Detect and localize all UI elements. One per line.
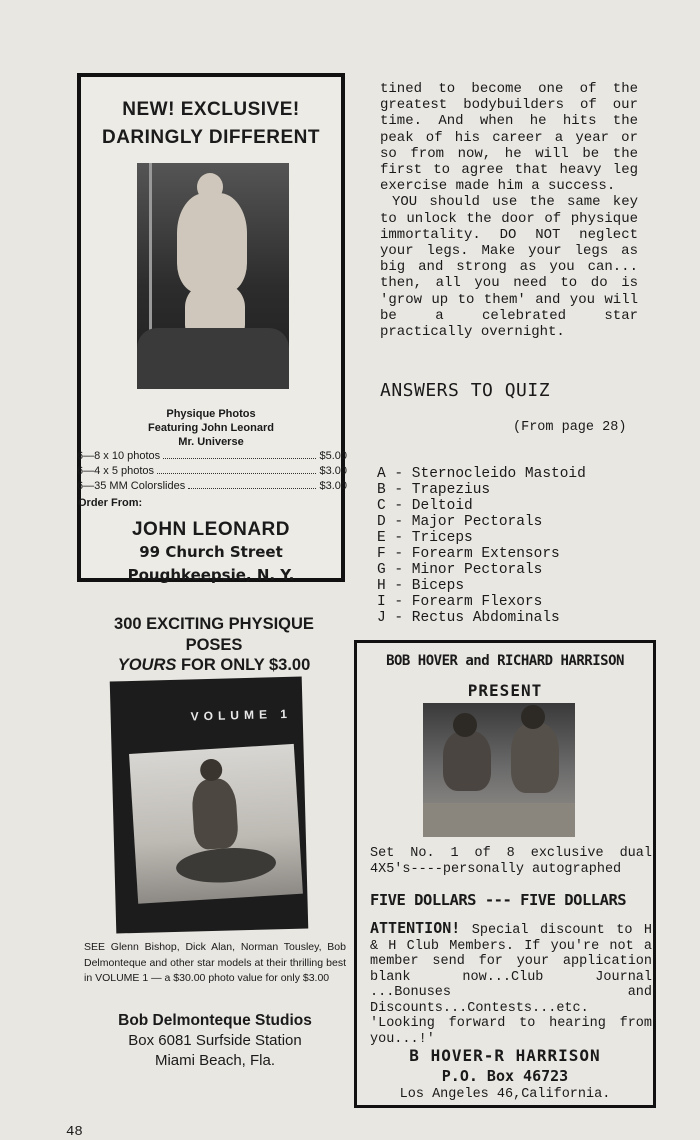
hh-title: BOB HOVER and RICHARD HARRISON <box>386 653 624 669</box>
quiz-answer: B - Trapezius <box>377 482 491 498</box>
price-row: 6—35 MM Colorslides $3.00 <box>77 480 347 492</box>
volume-label: VOLUME 1 <box>190 706 293 724</box>
quiz-source: (From page 28) <box>513 420 627 435</box>
photo-caption-2: Featuring John Leonard <box>148 422 274 434</box>
price-row: 6—8 x 10 photos $5.00 <box>77 450 347 462</box>
volume-description: SEE Glenn Bishop, Dick Alan, Norman Tousley, Bob Delmonteque and other star models at their thrilling best in VOLUME 1 — a $30.00 photo value for only $3.00 <box>84 941 346 984</box>
quiz-answer-list <box>377 466 586 626</box>
quiz-title: ANSWERS TO QUIZ <box>380 380 551 401</box>
volume-cover-photo <box>129 744 303 904</box>
quiz-answer: F - Forearm Extensors <box>377 546 560 562</box>
hh-set-text: Set No. 1 of 8 exclusive dual 4X5's----personally autographed <box>370 846 652 877</box>
quiz-answer: I - Forearm Flexors <box>377 594 543 610</box>
poses-price-line: YOURS FOR ONLY $3.00 <box>117 656 311 674</box>
hh-po-box: P.O. Box 46723 <box>441 1067 569 1085</box>
john-leonard-photo <box>137 163 289 389</box>
quiz-answer: J - Rectus Abdominals <box>377 610 560 626</box>
hh-signature: B HOVER-R HARRISON <box>409 1046 601 1065</box>
article-text <box>380 81 638 340</box>
quiz-answer: C - Deltoid <box>377 498 473 514</box>
order-from-label: Order From: <box>78 497 143 509</box>
john-leonard-name: JOHN LEONARD <box>131 519 290 540</box>
price-row: 6—4 x 5 photos $3.00 <box>77 465 347 477</box>
poses-headline-2: POSES <box>185 636 243 654</box>
hh-city: Los Angeles 46,California. <box>399 1087 611 1102</box>
volume-1-book-cover <box>110 677 309 934</box>
quiz-answer: D - Major Pectorals <box>377 514 543 530</box>
article-paragraph: YOU should use the same key to unlock the door of physique immortality. DO NOT neglect your legs. Make your legs as big and strong as you can... then, all you need to do is 'grow up to them' and you will be a celebrated star practically overnight. <box>380 194 638 341</box>
john-leonard-street: 99 Church Street <box>139 543 283 561</box>
article-paragraph: tined to become one of the greatest bodybuilders of our time. And when he hits the peak of his career a year or so from now, he will be the first to agree that heavy leg exercise made him a success. <box>380 81 638 195</box>
hh-photo <box>423 703 575 837</box>
john-leonard-city: Poughkeepsie, N. Y. <box>127 566 295 584</box>
poses-headline: 300 EXCITING PHYSIQUE <box>114 615 314 633</box>
hh-attention: ATTENTION! <box>370 919 461 937</box>
page-number: 48 <box>66 1124 83 1140</box>
studio-name: Bob Delmonteque Studios <box>118 1012 312 1029</box>
photo-caption-3: Mr. Universe <box>178 436 244 448</box>
photo-caption-1: Physique Photos <box>166 408 256 420</box>
quiz-answer: H - Biceps <box>377 578 465 594</box>
hh-price-line: FIVE DOLLARS --- FIVE DOLLARS <box>370 891 627 909</box>
quiz-answer: G - Minor Pectorals <box>377 562 543 578</box>
quiz-answer: A - Sternocleido Mastoid <box>377 466 586 482</box>
studio-address-2: Miami Beach, Fla. <box>154 1052 276 1069</box>
studio-address-1: Box 6081 Surfside Station <box>128 1032 302 1049</box>
hh-attention-block <box>370 921 652 1047</box>
ad-headline: NEW! EXCLUSIVE! <box>122 99 300 120</box>
hh-present: PRESENT <box>467 681 543 700</box>
quiz-answer: E - Triceps <box>377 530 473 546</box>
hh-attention-text: Special discount to H & H Club Members. If you're not a member send for your application blank now...Club Journal ...Bonuses and Discounts...Contests...etc. 'Looking forward to hearing from you...!' <box>370 923 652 1047</box>
hover-harrison-ad <box>354 640 656 1108</box>
ad-headline-2: DARINGLY DIFFERENT <box>101 127 321 148</box>
